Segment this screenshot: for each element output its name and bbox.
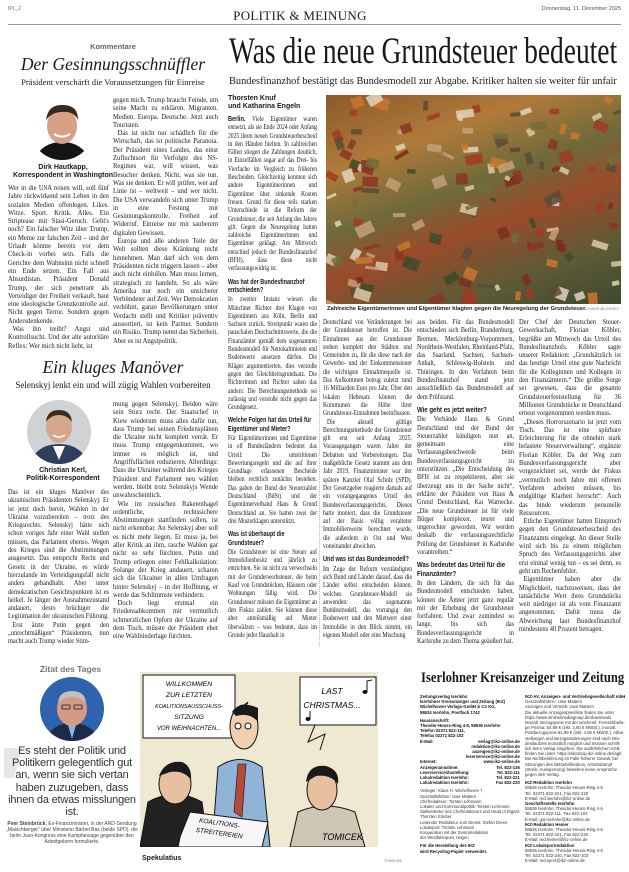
author-name: Christian Kerl, — [39, 467, 87, 474]
impressum-label: E-Mail: — [420, 738, 434, 744]
paragraph: Für Eigentümerinnen und Eigentümer in elf Bundesländern bedeutet das Urteil: Die umstrittenen Bewertungsregeln und die auf ihrer Grundlage erlassenen Bescheide bleiben rechtlich zunächst bestehen. Das gaben der Bund der Steuerzahler Deutschland (BdSt) und der Eigentümerverband Haus & Grund Deutschland an. Sie hatten zwei der drei Musterklagen unterstützt. — [228, 433, 317, 525]
paragraph: Die aktuell gültige Berechnungsmethode der Grundsteuer gilt erst seit Anfang 2025. Vorausgegangen waren Jahre der Debatten und Vorbereitungen. Das maßgebliche Gesetz stammt aus dem Jahr 2019, Finanzminister war der spätere Kanzler Olaf Scholz (SPD). Der Gesetzgeber reagierte damals auf ein vorangegangenes Urteil des Bundesverfassungsgerichts. Dieses hatte moniert, dass die Grundsteuer auf der Basis völlig veralteter Immobilienwerte berechnet wurde, die außerdem in Ost und West voneinander abwichen. — [323, 417, 412, 551]
impressum-right — [525, 694, 625, 864]
section-title: POLITIK & MEINUNG — [233, 8, 367, 23]
impressum-label: IKZ-Lokalsportredaktion — [525, 842, 575, 848]
house-roof — [515, 291, 521, 300]
subheading: Welche Folgen hat das Urteil für Eigentümer und Mieter? — [228, 417, 312, 433]
house-roof — [477, 284, 495, 288]
house-roof — [556, 240, 563, 250]
house-roof — [461, 292, 478, 304]
paragraph: „Dieses Horrorszenario ist jetzt vom Tisch. Das ist eine spürbare Erleichterung für die ohnehin stark belastete Steuerverwaltung“, ergänzte Florian Köbler. Da der Weg zum Bundesverfassungsgericht aber vorgezeichnet sei, werde der Fiskus „vermutlich noch Jahre mit offenen Verfahren arbeiten müssen, bis endgültige Klarheit herrscht“. Auch das binde wiederum personelle Ressourcen. — [519, 417, 621, 517]
quote-attribution — [4, 821, 140, 845]
impressum-label: Postbezugspreis 61,99 € (inkl. 4,06 € MWSt.). Abbe- — [525, 730, 625, 736]
bubble-line: LAST — [321, 686, 343, 696]
impressum-label: Zeitungsverlag Iserlohn — [420, 694, 468, 699]
impressum-label: lich beim Verlag eingehen. Die ausführlichen AGB — [525, 746, 620, 752]
house-roof — [431, 175, 447, 190]
impressum-label: Lokalredaktion Iserlohn: — [420, 775, 469, 781]
impressum-label: Lokalredaktion Iserlohn: — [420, 780, 469, 786]
house-roof — [493, 133, 509, 139]
paragraph: Das ist ein kluges Manöver des ukrainischen Präsidenten Selenskyj: Er ist jetzt doch bereit, Wahlen in der Ukraine vorzubereiten – trotz des Kriegsrechts. Selenskyj hätte sich schon voriges Jahr einer Wahl stellen müssen, das Parlament ebenso. Wegen des Krieges sind die Abstimmungen ausgesetzt. Das entspricht Recht und Gesetz in der Ukraine, es würde hierzulande im Verteidigungsfall nicht anders gehandhabt. Aber unter demokratischen Gesichtspunkten ist es heikel. Je länger der Ausnahmezustand andauert, desto brüchiger die Legitimation der ukrainischen Führung. — [8, 488, 109, 621]
impressum-label: Geschäftsführer: Uwe Mattern — [420, 793, 477, 799]
paragraph: Etliche Eigentümer hatten Einspruch gegen den Grundsteuerbescheid des Finanzamts eingelegt. An dieser Stelle wird sich bis zu einem möglichen Spruch des Verfassungsgerichts aber erst einmal wenig tun – es sei denn, es geht um Rechenfehler. — [519, 517, 621, 575]
paragraph: Eigentümer haben aber die Möglichkeit, nachzuweisen, dass der tatsächliche Wert ihres Grundstücks weit niedriger ist als vom Finanzamt angenommen. Dafür muss die Abweichung laut Bundesfinanzhof mindestens 40 Prozent betragen. — [519, 575, 621, 633]
newspaper-headline: KOALITIONS- — [198, 817, 241, 830]
comment-subhead-box — [8, 380, 218, 390]
paragraph — [228, 115, 317, 273]
house-roof — [612, 280, 620, 286]
house-roof — [559, 123, 568, 135]
quote-block — [4, 745, 140, 845]
caption-text: Zahlreiche Eigentümerinnen und Eigentümer klagten gegen die Neuregelung der Grundsteuer. — [327, 306, 587, 312]
photo-caption — [327, 306, 621, 312]
house-roof — [385, 177, 402, 192]
impressum-label: Hausanschrift: — [420, 717, 450, 723]
house-roof — [361, 188, 379, 194]
bubble-line: KOALITIONSAUSSCHUSS- — [155, 704, 223, 710]
house-roof — [558, 149, 574, 164]
house-roof — [326, 170, 339, 182]
house-roof — [497, 226, 510, 240]
house-roof — [393, 213, 406, 217]
house-roof — [520, 107, 532, 116]
impressum-label: Thorsten Streber — [420, 814, 452, 820]
impressum-label: Geschäftsführer: Uwe Mattern — [525, 699, 583, 705]
column-divider — [319, 320, 320, 646]
house-roof — [397, 241, 411, 252]
house-roof — [593, 120, 609, 134]
house-roof — [510, 232, 520, 244]
cartoon-title: Spekulatius — [142, 855, 182, 862]
impressum-label: Wichelhoven Verlags-GmbH & Co KG, — [420, 704, 496, 710]
house-roof — [401, 255, 420, 272]
author-name: Dirk Hautkapp, — [38, 164, 88, 171]
house-roof — [539, 162, 544, 170]
impressum-label: Stellvertreter des Chefredakteurs und Head of Digital: — [420, 809, 520, 815]
subheading: Was bedeutet das Urteil für die Finanzämter? — [417, 562, 506, 578]
impressum-label: 58634 Iserlohn, Postfach 1742 — [420, 709, 480, 715]
comment-headline-box — [8, 54, 218, 75]
paragraph: gegen mich. Trump braucht Feinde, um seine Macht zu erklären. Migranten. Medien. Europa. Deutsche. Jetzt auch Touristen. — [113, 96, 218, 129]
house-roof — [547, 139, 558, 151]
bubble-line: WILLKOMMEN — [165, 681, 213, 688]
quote-speaker: Peer Steinbrück — [7, 821, 46, 828]
paragraph: Wie im russischen Raketenhagel ordentliche, rechtssichere Abstimmungen stattfinden sollen, ist nicht erkennbar. An Selenskyj aber soll es nicht mehr liegen. Er muss ja, bei aller Kritik an ihm, rasche Wahlen gar nicht so sehr fürchten. Putin und Trump erliegen einer Fehlkalkulation: Solange der Krieg andauert, scharen sich die Ukrainer in allen Umfragen hinter Selenskyj – in der Hoffnung, er werde das Schlimmste verhindern. — [113, 499, 218, 599]
impressum-label: Lokalsport: Torsten Lehmann — [420, 824, 475, 830]
subheading: Was ist überhaupt die Grundsteuer? — [228, 531, 285, 547]
house-roof — [530, 122, 547, 131]
house-roof — [355, 256, 372, 264]
impressum-label: 58636 Iserlohn, Theodor-Heuss-Ring 4-6 — [525, 785, 603, 791]
impressum-label: Die aktuelle Anzeigenpreisliste finden Sie unter — [525, 709, 615, 715]
house-roof — [456, 109, 474, 119]
main-column-2 — [323, 318, 412, 639]
impressum-label: 58636 Iserlohn, Theodor-Heuss-Ring 4-6 — [525, 827, 603, 833]
impressum-masthead: Iserlohner Kreisanzeiger und Zeitung — [420, 670, 625, 686]
house-roof — [603, 95, 613, 104]
house-roof — [588, 166, 596, 172]
impressum-label: Theodor-Heuss-Ring 4-6, 58636 Iserlohn — [420, 723, 501, 729]
impressum-label: Telefax 02371 822-102 — [420, 733, 464, 739]
impressum-label: Leserservice/Zustellung: — [420, 769, 470, 775]
house-roof — [461, 143, 469, 151]
house-roof — [535, 229, 545, 238]
impressum-label: Leitender Redakteur vom Dienst: Stefan Drees — [420, 819, 508, 825]
impressum-label: Lokales und Kommunalpolitik: Torsten Lehmann — [420, 804, 510, 810]
paragraph: Was ihn treibt? Angst und Kontrollsucht. Und der alte autoritäre Reflex: Wer mich nicht liebt, ist — [8, 325, 109, 350]
comment-subhead: Selenskyj lenkt ein und will zügig Wahlen vorbereiten — [15, 380, 211, 390]
aerial-photo-village — [326, 95, 621, 304]
author-photo-hautkapp — [30, 96, 94, 160]
subheading: Und was ist das Bundesmodell? — [323, 556, 409, 564]
impressum-label: IKZ-Redaktion Hemer — [525, 821, 569, 827]
house-roof — [589, 150, 594, 155]
house-roof — [352, 198, 358, 207]
house-roof — [551, 166, 560, 173]
quote-source: , Ex-Finanzminister, in der ARD-Sendung „Maischberger“ über Ministerin Bärbel Bas (beide SPD), die beim Juso-Kongress eine Kampfansage gegenüber den Arbeitgebern formulierte. — [6, 821, 138, 846]
impressum-masthead-box — [420, 670, 625, 687]
author-caption-kerl — [8, 467, 118, 484]
author-line: und Katharina Engeln — [228, 103, 301, 111]
comment-kicker: Kommentare — [90, 42, 136, 51]
house-roof — [351, 129, 362, 134]
house-roof — [334, 220, 342, 227]
paragraph: mung gegen Selenskyj. Beiden wäre sein Sturz recht. Der Staatschef in Kiew wiederum muss alles dafür tun, dass Trump bei seinen Friedensplänen die Ukraine nicht komplett verrät. Er muss Trump entgegenkommen, wo immer es möglich ist, und Angriffsflächen reduzieren. Allerdings: Dass die Ukrainer während des Krieges Präsident und Parlament neu wählen werden, bleibt trotz Selenskyjs Wende unwahrscheinlich. — [113, 400, 218, 500]
impressum-label: Bei Nichtbelieferung im Falle höherer Gewalt, bei — [525, 756, 619, 762]
paragraph: Erst ätzte Putin gegen den „unrechtmäßigen“ Präsidenten, nun macht auch Trump wieder Stim- — [8, 620, 109, 646]
impressum-label: Geschäftsstelle Iserlohn — [525, 801, 575, 807]
paragraph-text: Viele Eigentümer waren entsetzt, als sie Ende 2024 oder Anfang 2025 ihren neuen Grundsteuerbescheid in den Händen hielten. In zahlreichen Fällen stiegen die Zahlungen deutlich, in Einzelfällen sogar auf das Drei- bis Vierfache im Vergleich zu früheren Bescheiden. Gleichzeitig konnten sich andere Eigentümerinnen und Eigentümer über sinkende Kosten freuen. Grund für diese teils starken Unterschiede ist die Reform der Grundsteuer, die seit Anfang des Jahres gilt. Gegen die Neuregelung hatten zahlreiche Eigentümerinnen und Eigentümer geklagt. Am Mittwoch entschied jedoch der Bundesfinanzhof (BFH), dass diese nicht verfassungswidrig ist. — [228, 115, 317, 273]
impressum-label: Anzeigen und Vertrieb: Uwe Mattern — [525, 704, 594, 710]
comment-subhead: Präsident verschärft die Voraussetzungen für Einreise — [21, 77, 205, 87]
main-column-4 — [519, 318, 621, 633]
quote-kicker: Zitat des Tages — [39, 664, 102, 674]
comment-headline: Ein kluges Manöver — [42, 357, 184, 377]
dateline: Berlin. — [228, 114, 246, 123]
house-roof — [521, 273, 532, 286]
house-roof — [588, 292, 598, 304]
header-rule — [8, 24, 621, 25]
house-roof — [546, 259, 558, 268]
house-roof — [490, 197, 497, 203]
house-roof — [394, 149, 409, 160]
main-column-3 — [417, 318, 514, 645]
impressum-label: 58636 Iserlohn, Theodor-Heuss-Ring 4-6 — [525, 847, 603, 853]
house-roof — [339, 149, 352, 161]
impressum-label: Verleger: Klaus H. Wichelhoven † — [420, 788, 483, 794]
impressum-value: leserservice@ikz-online.de — [465, 754, 520, 760]
impressum-label: Kooperation mit der Zentralredaktion — [420, 830, 489, 836]
impressum-label: stellungen und Bezugsänderungen sind nach Min- — [525, 735, 621, 741]
house-roof — [559, 166, 570, 175]
comment-subhead-box — [8, 77, 218, 87]
impressum-label: Chefredakteur: Torsten Lehmann — [420, 798, 482, 804]
house-roof — [350, 95, 365, 109]
impressum-value: verlag@ikz-online.de — [477, 738, 520, 744]
impressum-label: Für die Herstellung des IKZ — [420, 843, 475, 849]
impressum-label: https://www.strobelmediagroup.de/downloads — [525, 714, 612, 720]
house-roof — [611, 260, 621, 267]
impressum-label: gegen den Verlag. — [525, 772, 560, 778]
house-roof — [614, 129, 621, 134]
author-role: Politik-Korrespondent — [26, 475, 100, 483]
house-roof — [427, 143, 442, 152]
house-roof — [529, 218, 537, 229]
impressum-value: Fax 822-220 — [495, 780, 520, 786]
impressum-label: IKZ-AV, Anzeigen- und Vertriebsgesellschaft mbH — [525, 694, 626, 699]
author-photo-kerl — [27, 400, 91, 464]
bubble-line: CHRISTMAS... — [303, 700, 361, 710]
house-roof — [462, 128, 473, 134]
house-roof — [474, 181, 491, 194]
impressum-label: E-Mail: red.iserlohn@ikz-online.de — [525, 795, 591, 801]
house-roof — [395, 143, 406, 151]
impressum-label: 58636 Iserlohn, Theodor-Heuss-Ring 4-6 — [525, 806, 603, 812]
cartoon-credit: TOMICEK — [384, 858, 403, 863]
impressum-label: E-Mail: red.sport@ikz-online.de — [525, 858, 585, 864]
author-role: Korrespondent in Washington — [12, 172, 114, 180]
house-roof — [510, 147, 521, 152]
house-roof — [428, 292, 446, 304]
house-roof — [526, 288, 534, 299]
paragraph: Wer in die USA reisen will, soll fünf Jahre rückwirkend sein Leben in den sozialen Medien offenlegen. Likes. Witze. Sport. Kritik. Alles. Ein Striptease mit Stasi-Geruch. Geht's noch? Ein falscher Witz über Trump, ein Meme zur falschen Zeit – und der Urlaub könnte bereits vor dem Check-in vorbei sein. Falls die Gerichte dem Wahnsinn nicht schnell ein Ende setzen. Ein Fall aus Absurdistan. Präsident Donald Trump, der sich penetrant als Verteidiger der Freiheit verkauft, baut eine ideologische Grenzkontrolle auf. Nicht gegen Terror. Sondern gegen Andersdenkende. — [8, 184, 109, 325]
bubble-line: SITZUNG — [174, 714, 204, 721]
impressum-label: (Streik, Aussperrung) bestehen keine Ansprüche — [525, 766, 617, 772]
house-roof — [364, 244, 380, 251]
photo-credit: HANS BLOSSEY — [588, 306, 620, 311]
house-roof — [609, 222, 618, 229]
house-roof — [461, 289, 474, 294]
comment2-column-a — [8, 488, 109, 646]
house-roof — [494, 284, 500, 291]
house-roof — [426, 112, 440, 121]
impressum-value: Tel. 822-126 — [496, 764, 520, 770]
main-subhead: Bundesfinanzhof bestätigt das Bundesmodell zur Abgabe. Kritiker halten sie weiter für unfair — [229, 75, 617, 87]
house-roof — [549, 108, 559, 114]
impressum-label: finden Sie unter: https://aboshop.ikz-online.de//agb — [525, 751, 622, 757]
house-roof — [574, 291, 586, 301]
impressum-label: Telefon 02371 822-111, — [420, 728, 465, 734]
impressum-label: Monatl. Bezugspreis mit der wöchentl. Fernsehbeila- — [525, 720, 625, 726]
comment-headline: Der Gesinnungsschnüffler — [20, 54, 206, 74]
house-roof — [407, 169, 416, 174]
impressum-label: Iserlohner Kreisanzeiger und Zeitung (IKZ) — [420, 699, 506, 705]
impressum-label: Tel. 02371 822-240, Fax 822-102 — [525, 853, 589, 859]
bubble-line: VOR WEIHNACHTEN... — [156, 726, 222, 732]
paragraph: Die Grundsteuer ist eine Steuer auf Immobilienbesitz und jährlich zu entrichten. Sie ist nicht zu verwechseln mit der Grunderwerbsteuer, die beim Kauf von Grundstücken, Häusern oder Wohnungen fällig wird. Die Grundsteuer müssen die Eigentümer an den Fiskus zahlen. Sie können diese aber anteilsmäßig auf Mieter überwälzen – was bedeutet, dass im Grunde jeder Haushalt in — [228, 547, 317, 639]
house-roof — [442, 152, 454, 160]
cartoon-signature: TOMICEK — [322, 832, 363, 842]
impressum-value: www.ikz-online.de — [483, 759, 520, 765]
impressum-label: destlaufzeit monatlich möglich und müssen schrift- — [525, 740, 621, 746]
impressum-label: Anzeigenannahme: — [420, 764, 459, 770]
impressum-left — [420, 694, 520, 854]
house-roof — [411, 219, 425, 231]
paragraph: In den Ländern, die sich für das Bundesmodell entschieden haben, können die Ämter jetzt ganz regulär mit der Erhebung der Grundsteuer fortfahren. Und zwar zumindest so lange, bis sich das Bundesverfassungsgericht in Karlsruhe zu dem Thema geäußert hat. — [417, 578, 514, 645]
house-roof — [510, 112, 520, 117]
impressum-label: E-Mail: gst.iserlohn@ikz-online.de — [525, 816, 590, 822]
house-roof — [362, 177, 378, 187]
cartoon — [140, 672, 378, 847]
house-roof — [570, 132, 579, 139]
house-roof — [326, 299, 338, 304]
paragraph: aus beiden. Für das Bundesmodell entschieden sich Berlin, Brandenburg, Bremen, Mecklenburg-Vorpommern, Nordrhein-Westfalen, Rheinland-Pfalz, das Saarland, Sachsen, Sachsen-Anhalt, Schleswig-Holstein und Thüringen. In den Verfahren beim Bundesfinanzhof stand jetzt ausschließlich das Bundesmodell auf dem Prüfstand. — [417, 318, 514, 401]
comment1-column-a — [8, 184, 109, 350]
newspaper-headline: STREITEREIEN — [195, 826, 243, 841]
house-roof — [443, 271, 460, 286]
impressum-line — [525, 858, 625, 863]
comment1-column-b — [113, 96, 218, 345]
house-roof — [461, 247, 474, 261]
paragraph: Deutschland von Veränderungen bei der Grundsteuer betroffen ist. Die Einnahmen aus der Grundsteuer stehen komplett den Städten und Gemeinden zu, für die diese nach der Gewerbe- und der Einkommensteuer die wichtigste Einnahmequelle ist. Das Aufkommen betrug zuletzt rund 16 Milliarden Euro pro Jahr. Über den lokalen Hebesatz können die Kommunen die Höhe ihrer Grundsteuer-Einnahmen beeinflussen. — [323, 318, 412, 418]
impressum-value: anzeigen@ikz-online.de — [472, 749, 520, 755]
paragraph: Das ist nicht nur schädlich für die Wirtschaft, das ist politische Paranoia. Der Präsident eines Landes, das einst Zufluchtsort für Verfolgte des NS-Regimes war, will wissen, was Besucher denken. Nicht, was sie tun. Was sie denken. Er will prüfen, wer auf Linie ist – weltweit – und wer nicht. Die USA verwandeln sich unter Trump in eine Festung mit Gesinnungskontrolle. Freiheit auf Widerruf. Einreise nur mit sauberem digitalen Gewissen. — [113, 129, 218, 237]
subheading: Was hat der Bundesfinanzhof entschieden? — [228, 278, 305, 294]
subheading: Wie geht es jetzt weiter? — [417, 406, 487, 414]
house-roof — [608, 203, 613, 210]
paragraph: Europa und alle anderen Teile der Welt sollten diese Kränkung nicht hinnehmen. Man darf sich von dem Präsidenten nicht triggern lassen – aber auch nicht einlullen. Man muss lernen, strategisch zu handeln. So als wäre Amerika nur noch ein unsicherer Verbündeter auf Zeit. Wer Demokratien verhöhnt, ganze Bevölkerungen unter Verdacht stellt und Kritiker präventiv aussortiert, ist kein Partner. Sondern ein Risiko. Trump nennt das Sicherheit. Aber es ist Angstpolitik. — [113, 237, 218, 345]
author-line: Thorsten Knuf — [228, 95, 276, 102]
main-column-1 — [228, 115, 317, 639]
bubble-line: ZUR LETZTEN — [165, 692, 213, 699]
house-roof — [352, 168, 358, 173]
main-headline: Was die neue Grundsteuer bedeutet — [229, 31, 618, 72]
impressum-label: ge Prisma: 54,99 € (inkl. 3,60 € MWSt.), monatl. — [525, 725, 617, 731]
impressum-label: Tel. 02371 822-111, Fax 822-102 — [525, 811, 588, 817]
impressum-label: Tel. 02371 822-221, Fax 822-220 — [525, 832, 589, 838]
house-roof — [591, 239, 608, 250]
house-roof — [564, 252, 574, 262]
house-roof — [613, 106, 621, 115]
impressum-line — [420, 849, 520, 854]
house-roof — [465, 153, 484, 166]
house-roof — [594, 203, 604, 213]
comment-headline-box — [8, 357, 218, 378]
house-roof — [428, 233, 442, 245]
impressum-label: der Westfalenpost, Hagen — [420, 835, 469, 841]
paragraph: Der Chef der Deutschen Steuer-Gewerkschaft, Florian Köbler, begrüßte am Mittwoch das Urteil des Bundesfinanzhofs. Köbler sagte unserer Redaktion: „Grundsätzlich ist das heutige Urteil eine gute Nachricht für die Kolleginnen und Kollegen in den Finanzämtern.“ Die größte Sorge sei gewesen, dass die gesamte Grundsteuerfeststellung für 36 Millionen Grundstücke in Deutschland erneut vorgenommen werden muss. — [519, 318, 621, 418]
house-roof — [350, 109, 357, 115]
author-caption-hautkapp — [8, 164, 118, 181]
comment2-column-b — [113, 400, 218, 641]
impressum-label: Internet: — [420, 759, 437, 765]
quote-text: Es steht der Politik und Politikern gelegentlich gut an, wenn sie sich vertan haben zuzugeben, dass ihnen da etwas misslungen ist. — [8, 745, 136, 819]
house-roof — [524, 152, 533, 165]
photo-caption-inner — [327, 306, 619, 312]
paragraph: Doch liegt erstmal ein Friedensabkommen mit vermutlich schmerzlichen Opfern der Ukraine auf dem Tisch, müsste der Präsident eher eine Wahlniederlage fürchten. — [113, 599, 218, 641]
paragraph: In zweiter Instanz wiesen die Münchner Richter drei Klagen von Eigentümern aus Köln, Berlin und Sachsen zurück. Streitpunkt waren die pauschalen Durchschnittswerte, die die Finanzämter gemäß dem sogenannten Bundesmodell für Nettokaltmieten und Bodenwerte ansetzen dürfen. Die Kläger argumentierten, dies verstoße gegen den Gleichheitsgrundsatz. Die Richterinnen und Richter sahen das anders: Die Berechnungsmethode sei zulässig und verstoße nicht gegen das Grundgesetz. — [228, 295, 317, 412]
byline — [228, 95, 300, 112]
impressum-label: Tel. 02371 822-221, Fax 822-220 — [525, 790, 589, 796]
paragraph: Im Zuge der Reform verständigten sich Bund und Länder darauf, dass die Länder selbst entscheiden können, welches Grundsteuer-Modell sie anwenden: das sogenannte Bundesmodell, das vorrangig den Bodenwert und den Mietwert einer Immobilie in den Blick nimmt, ein eigenes Modell oder eine Mischung — [323, 564, 412, 639]
impressum-label: Störungen des Betriebsfriedens, Arbeitskampf — [525, 761, 613, 767]
main-headline-box — [229, 30, 621, 73]
impressum-label: IKZ-Redaktion Iserlohn — [525, 780, 572, 786]
house-roof — [347, 139, 357, 150]
impressum-value: redaktion@ikz-online.de — [471, 743, 520, 749]
issue-date: Donnerstag, 11. Dezember 2025 — [541, 6, 621, 12]
house-roof — [423, 101, 428, 111]
impressum-value: Tel. 822-111 — [496, 769, 520, 775]
main-subhead-box — [229, 75, 621, 87]
page-id: IPL_2 — [8, 6, 22, 12]
paragraph: Die Verbände Haus & Grund Deutschland und der Bund der Steuerzahler kündigten nun an, gemeinsam eine Verfassungsbeschwerde beim Bundesverfassungsgericht zu unterstützen. „Die Entscheidung des BFH ist zu respektieren, aber sie überzeugt uns in der Sache nicht“, erklärte der Präsident von Haus & Grund Deutschland, Kai Warnecke. „Die neue Grundsteuer ist für viele Bürger komplexer, teurer und ungerechter geworden. Wir werden deshalb die verfassungsrechtliche Prüfung der Grundsteuer in Karlsruhe vorantreiben.“ — [417, 415, 514, 557]
house-roof — [456, 173, 468, 185]
house-roof — [356, 276, 364, 283]
quote-speaker-photo — [40, 677, 104, 741]
impressum-value: Tel. 822-221 — [496, 775, 520, 781]
impressum-label: E-Mail: red.hemer@ikz-online.de — [525, 837, 588, 843]
house-roof — [326, 193, 337, 200]
impressum-label: wird Recycling-Papier verwendet. — [420, 848, 488, 854]
